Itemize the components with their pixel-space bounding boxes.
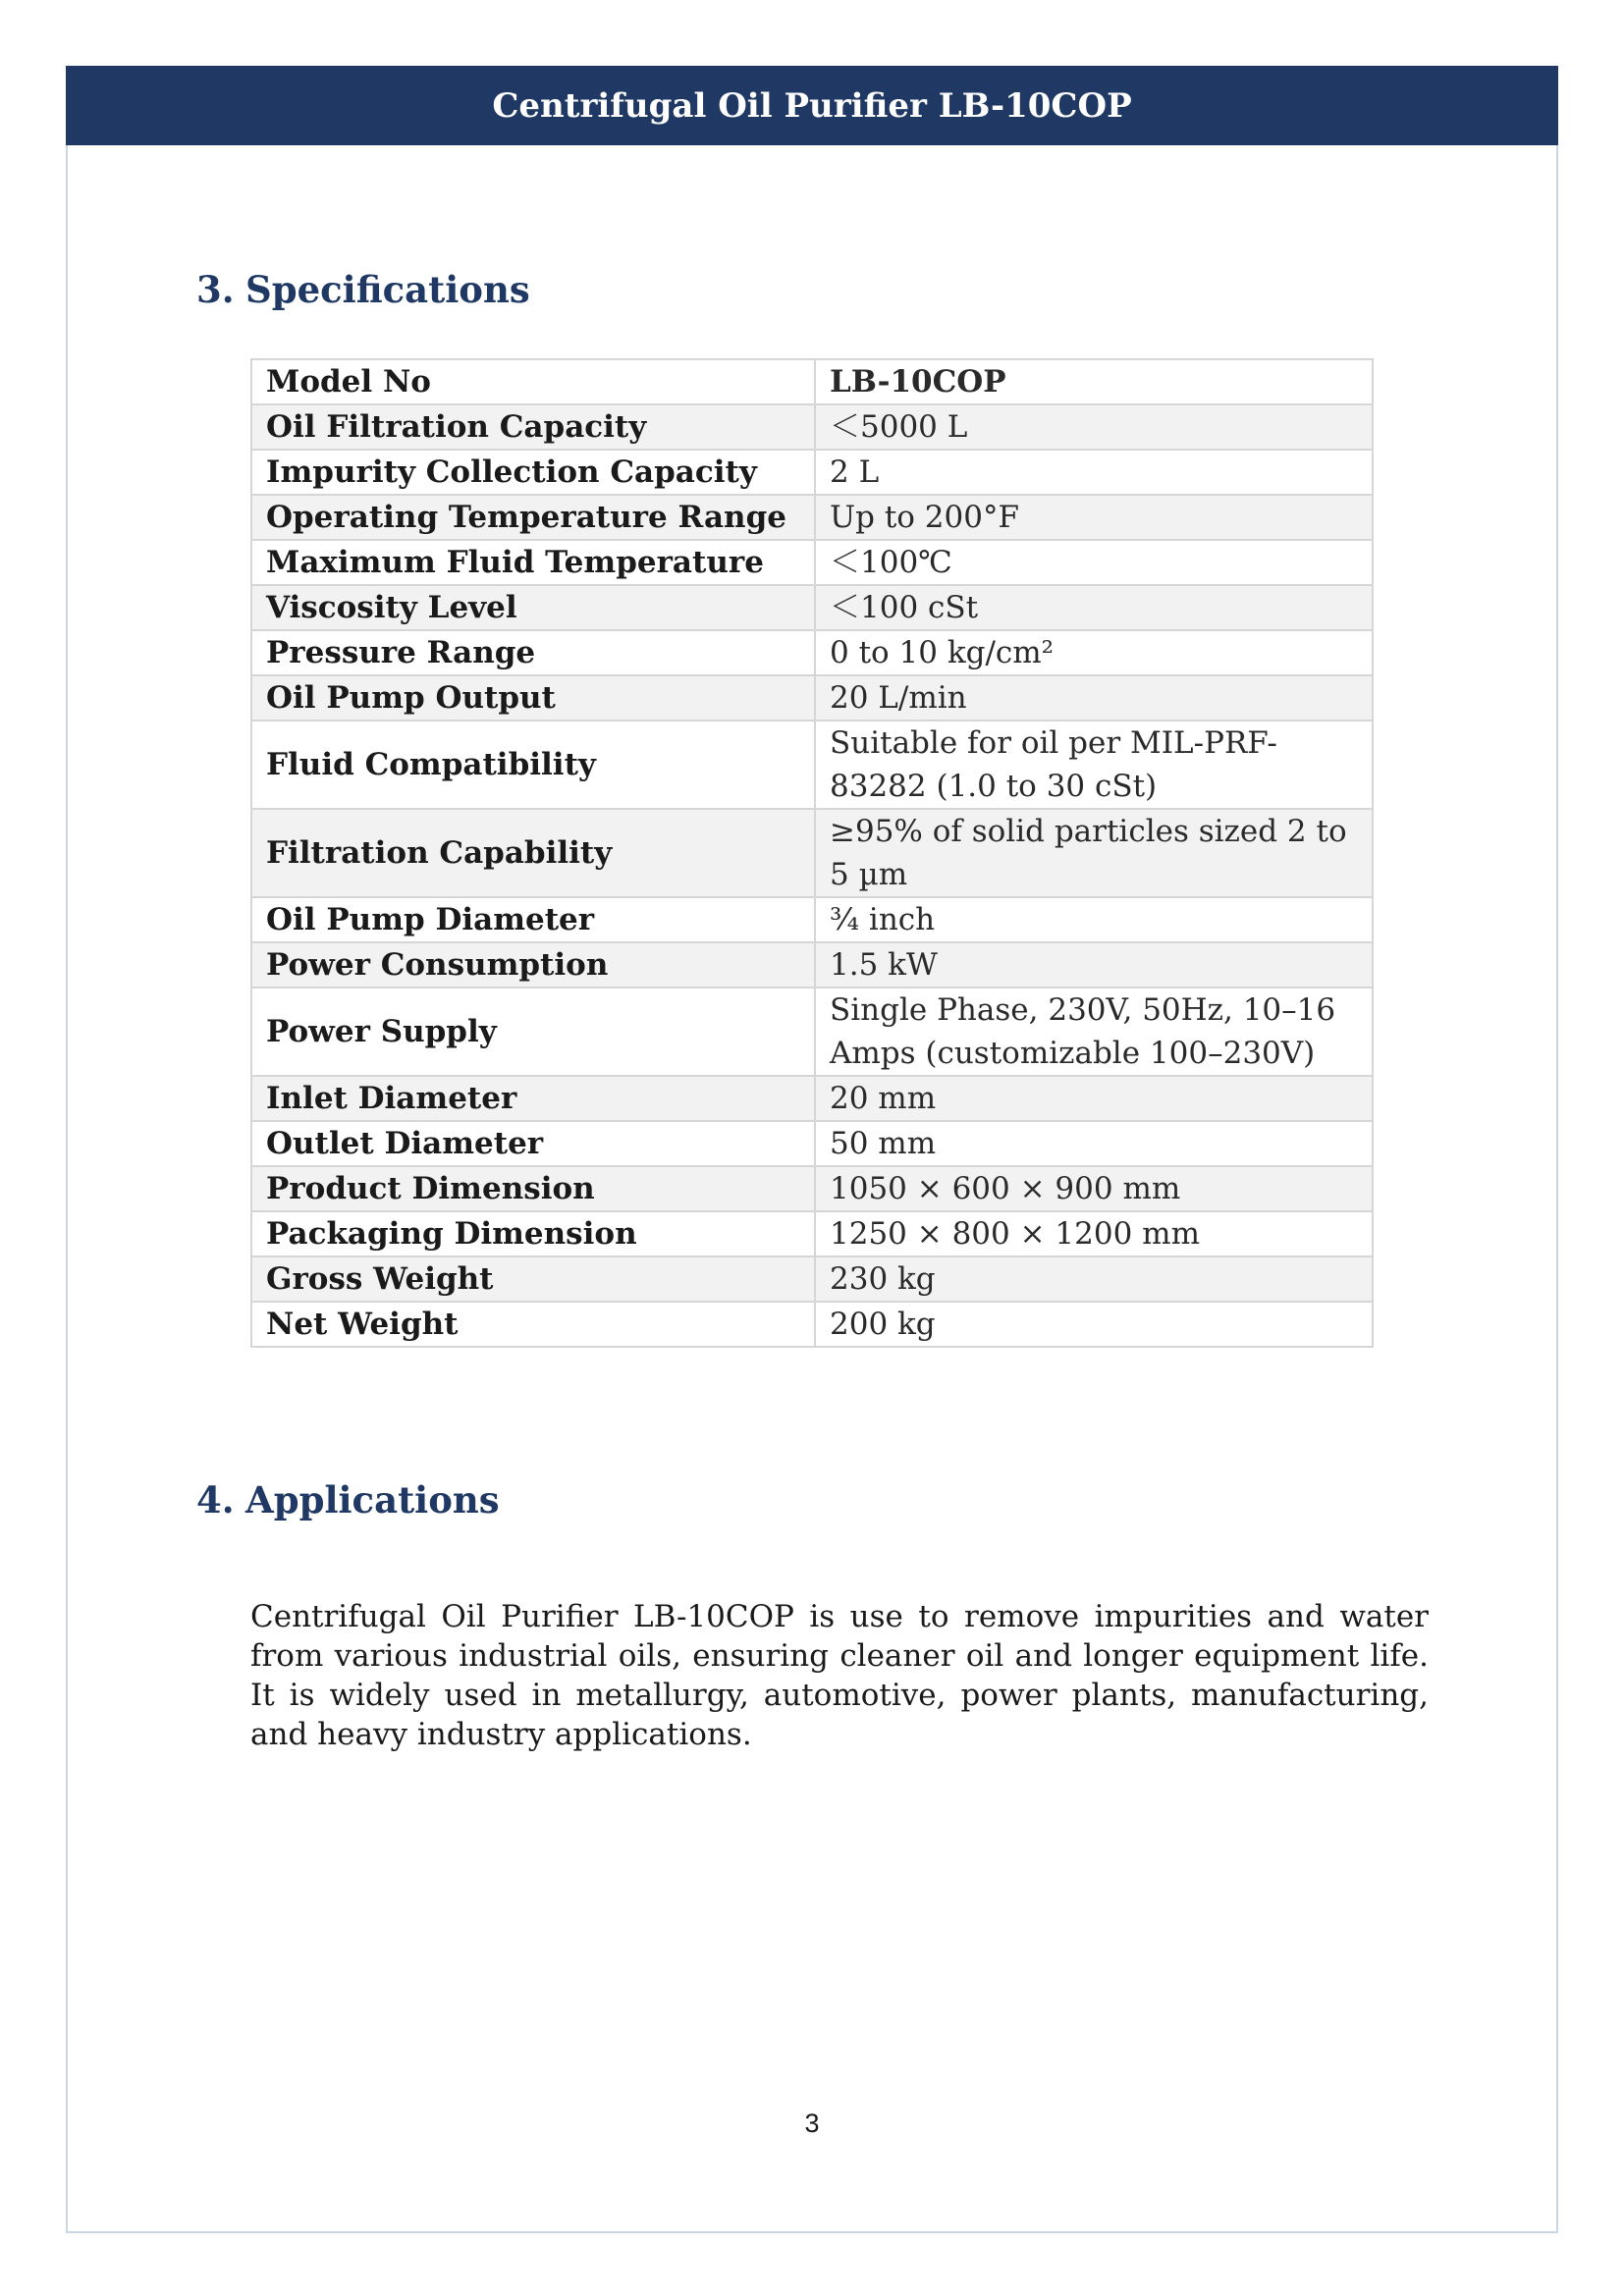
spec-row-net-weight [251, 1302, 1373, 1347]
spec-row-inlet-diameter [251, 1076, 1373, 1121]
spec-value: 2 L [815, 450, 1373, 495]
section-number: 4. [196, 1478, 235, 1522]
spec-value: Up to 200°F [815, 495, 1373, 540]
spec-label: Viscosity Level [251, 585, 815, 630]
spec-row-product-dimension [251, 1166, 1373, 1211]
spec-row-viscosity-level [251, 585, 1373, 630]
spec-value: 230 kg [815, 1256, 1373, 1302]
spec-row-gross-weight [251, 1256, 1373, 1302]
spec-label: Maximum Fluid Temperature [251, 540, 815, 585]
spec-value: Suitable for oil per MIL-PRF-83282 (1.0 to 30 cSt) [815, 721, 1373, 809]
specifications-table [250, 358, 1374, 1348]
spec-value: ≥95% of solid particles sized 2 to 5 µm [815, 809, 1373, 897]
spec-label: Operating Temperature Range [251, 495, 815, 540]
spec-value: LB-10COP [815, 359, 1373, 404]
spec-value: 1250 × 800 × 1200 mm [815, 1211, 1373, 1256]
spec-label: Filtration Capability [251, 809, 815, 897]
spec-label: Power Supply [251, 988, 815, 1076]
spec-row-power-supply [251, 988, 1373, 1076]
spec-value: 20 mm [815, 1076, 1373, 1121]
spec-label: Oil Filtration Capacity [251, 404, 815, 450]
spec-row-model-no [251, 359, 1373, 404]
spec-value: ＜5000 L [815, 404, 1373, 450]
section-number: 3. [196, 268, 235, 311]
spec-label: Net Weight [251, 1302, 815, 1347]
spec-value: Single Phase, 230V, 50Hz, 10–16 Amps (customizable 100–230V) [815, 988, 1373, 1076]
spec-value: ＜100 cSt [815, 585, 1373, 630]
specifications-heading [196, 268, 530, 311]
spec-row-pressure-range [251, 630, 1373, 675]
spec-value: 0 to 10 kg/cm² [815, 630, 1373, 675]
spec-label: Pressure Range [251, 630, 815, 675]
spec-row-outlet-diameter [251, 1121, 1373, 1166]
spec-label: Product Dimension [251, 1166, 815, 1211]
spec-row-fluid-compatibility [251, 721, 1373, 809]
spec-label: Fluid Compatibility [251, 721, 815, 809]
spec-row-oil-pump-output [251, 675, 1373, 721]
spec-value: 20 L/min [815, 675, 1373, 721]
spec-row-operating-temperature-range [251, 495, 1373, 540]
spec-value: 1.5 kW [815, 942, 1373, 988]
spec-value: 1050 × 600 × 900 mm [815, 1166, 1373, 1211]
spec-label: Oil Pump Diameter [251, 897, 815, 942]
spec-label: Power Consumption [251, 942, 815, 988]
section-title: Specifications [245, 268, 530, 311]
spec-label: Packaging Dimension [251, 1211, 815, 1256]
spec-label: Inlet Diameter [251, 1076, 815, 1121]
spec-label: Model No [251, 359, 815, 404]
spec-label: Outlet Diameter [251, 1121, 815, 1166]
applications-heading [196, 1478, 500, 1522]
spec-value: ¾ inch [815, 897, 1373, 942]
spec-value: 200 kg [815, 1302, 1373, 1347]
spec-row-oil-pump-diameter [251, 897, 1373, 942]
spec-row-impurity-collection-capacity [251, 450, 1373, 495]
spec-value: 50 mm [815, 1121, 1373, 1166]
document-title: Centrifugal Oil Purifier LB-10COP [492, 85, 1132, 126]
spec-row-filtration-capability [251, 809, 1373, 897]
page-number: 3 [804, 2109, 820, 2138]
spec-row-maximum-fluid-temperature [251, 540, 1373, 585]
applications-paragraph: Centrifugal Oil Purifier LB-10COP is use to remove impurities and water from various industrial oils, ensuring cleaner oil and longer equipment life. It is widely used in metallurgy, automotive, power plants, manufacturing, and heavy industry applications. [250, 1599, 1429, 1752]
spec-label: Oil Pump Output [251, 675, 815, 721]
spec-label: Gross Weight [251, 1256, 815, 1302]
section-title: Applications [245, 1478, 500, 1522]
spec-row-power-consumption [251, 942, 1373, 988]
spec-row-packaging-dimension [251, 1211, 1373, 1256]
spec-row-oil-filtration-capacity [251, 404, 1373, 450]
spec-label: Impurity Collection Capacity [251, 450, 815, 495]
document-header [66, 66, 1558, 145]
spec-value: ＜100℃ [815, 540, 1373, 585]
